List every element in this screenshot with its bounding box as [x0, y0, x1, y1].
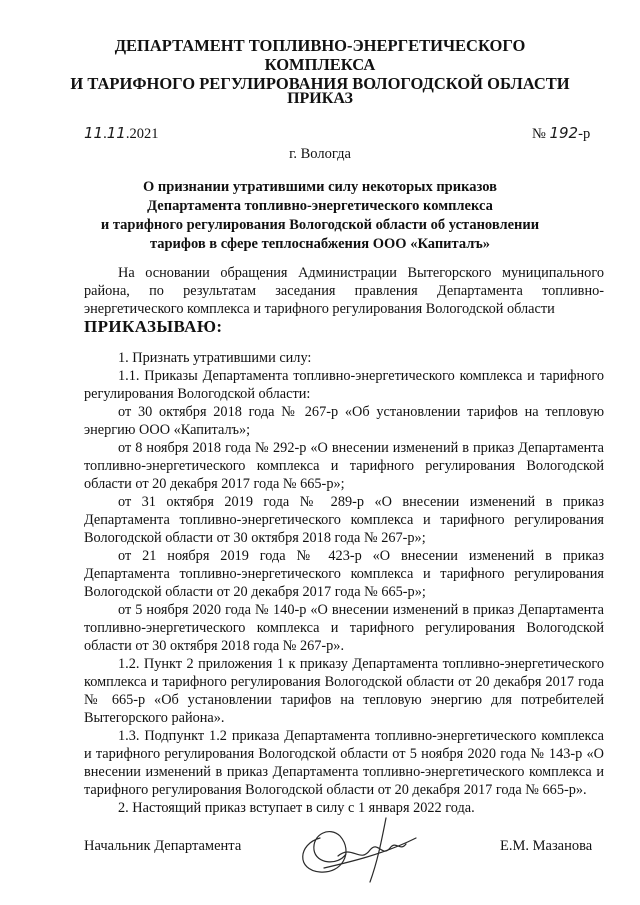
- document-subject: [90, 178, 550, 254]
- item-1-1-e: от 5 ноября 2020 года № 140-р «О внесении изменений в приказ Департамента топливно-энергетического комплекса и тарифного регулирования Вологодской области от 30 октября 2018 года № 267-р».: [84, 602, 604, 654]
- item-1-1-d: от 21 ноября 2019 года № 423-р «О внесении изменений в приказ Департамента топливно-энергетического комплекса и тарифного регулирования Вологодской области от 20 декабря 2017 года № 665-р»;: [84, 548, 604, 600]
- subject-line-2: Департамента топливно-энергетического комплекса: [147, 198, 493, 214]
- date-separator: .: [103, 126, 107, 142]
- subject-line-1: О признании утратившими силу некоторых приказов: [143, 179, 497, 195]
- document-body: [84, 264, 604, 817]
- order-word-paragraph: [84, 318, 604, 337]
- signature-image: [290, 808, 430, 888]
- date-day-handwritten: 11: [84, 124, 104, 142]
- item-1-1-b: от 8 ноября 2018 года № 292-р «О внесении изменений в приказ Департамента топливно-энергетического комплекса и тарифного регулирования Вологодской области от 20 декабря 2017 года № 665-р»;: [84, 440, 604, 492]
- organization-line-1: ДЕПАРТАМЕНТ ТОПЛИВНО-ЭНЕРГЕТИЧЕСКОГО КОМПЛЕКСА: [114, 36, 526, 74]
- preamble-paragraph: На основании обращения Администрации Вытегорского муниципального района, по результатам заседания правления Департамента топливно-энергетического комплекса и тарифного регулирования Вологодской области: [84, 265, 604, 317]
- date-month-handwritten: 11: [106, 124, 126, 142]
- signer-position: Начальник Департамента: [84, 838, 242, 854]
- item-1-3: 1.3. Подпункт 1.2 приказа Департамента топливно-энергетического комплекса и тарифного регулирования Вологодской области от 5 ноября 2020 года № 143-р «О внесении изменений в приказ Департамента топливно-энергетического комплекса и тарифного регулирования Вологодской области от 20 декабря 2017 года № 665-р».: [84, 728, 604, 798]
- number-prefix: №: [532, 126, 546, 142]
- document-number: [532, 124, 590, 143]
- date-year: .2021: [125, 126, 159, 142]
- document-date: [84, 124, 158, 143]
- signature-stroke-loop: [303, 832, 346, 873]
- subject-line-3: и тарифного регулирования Вологодской области об установлении: [100, 217, 540, 233]
- signature-stroke-underline: [324, 838, 416, 868]
- signature-stroke-wave: [338, 844, 406, 856]
- document-type: ПРИКАЗ: [287, 90, 353, 107]
- number-handwritten: 192: [549, 124, 579, 142]
- item-1-1-a: от 30 октября 2018 года № 267-р «Об установлении тарифов на тепловую энергию ООО «Капиталъ»;: [84, 404, 604, 438]
- item-1: 1. Признать утратившими силу:: [118, 350, 312, 366]
- signature-stroke-tail: [370, 818, 386, 882]
- subject-line-4: тарифов в сфере теплоснабжения ООО «Капиталъ»: [149, 236, 491, 252]
- item-1-1-c: от 31 октября 2019 года № 289-р «О внесении изменений в приказ Департамента топливно-энергетического комплекса и тарифного регулирования Вологодской области от 30 октября 2018 года № 267-р»;: [84, 494, 604, 546]
- document-city: г. Вологда: [289, 146, 351, 162]
- order-word: ПРИКАЗЫВАЮ:: [84, 317, 223, 336]
- item-2: 2. Настоящий приказ вступает в силу с 1 января 2022 года.: [118, 800, 475, 816]
- organization-line-2: И ТАРИФНОГО РЕГУЛИРОВАНИЯ ВОЛОГОДСКОЙ ОБЛАСТИ: [70, 74, 570, 93]
- organization-name: [60, 36, 580, 93]
- signer-name: Е.М. Мазанова: [500, 838, 593, 854]
- item-1-2: 1.2. Пункт 2 приложения 1 к приказу Департамента топливно-энергетического комплекса и тарифного регулирования Вологодской области от 20 декабря 2017 года № 665-р «Об установлении тарифов на тепловую энергию для потребителей Вытегорского района».: [84, 656, 604, 726]
- number-suffix: -р: [578, 126, 591, 142]
- item-1-1: 1.1. Приказы Департамента топливно-энергетического комплекса и тарифного регулирования Вологодской области:: [84, 368, 604, 402]
